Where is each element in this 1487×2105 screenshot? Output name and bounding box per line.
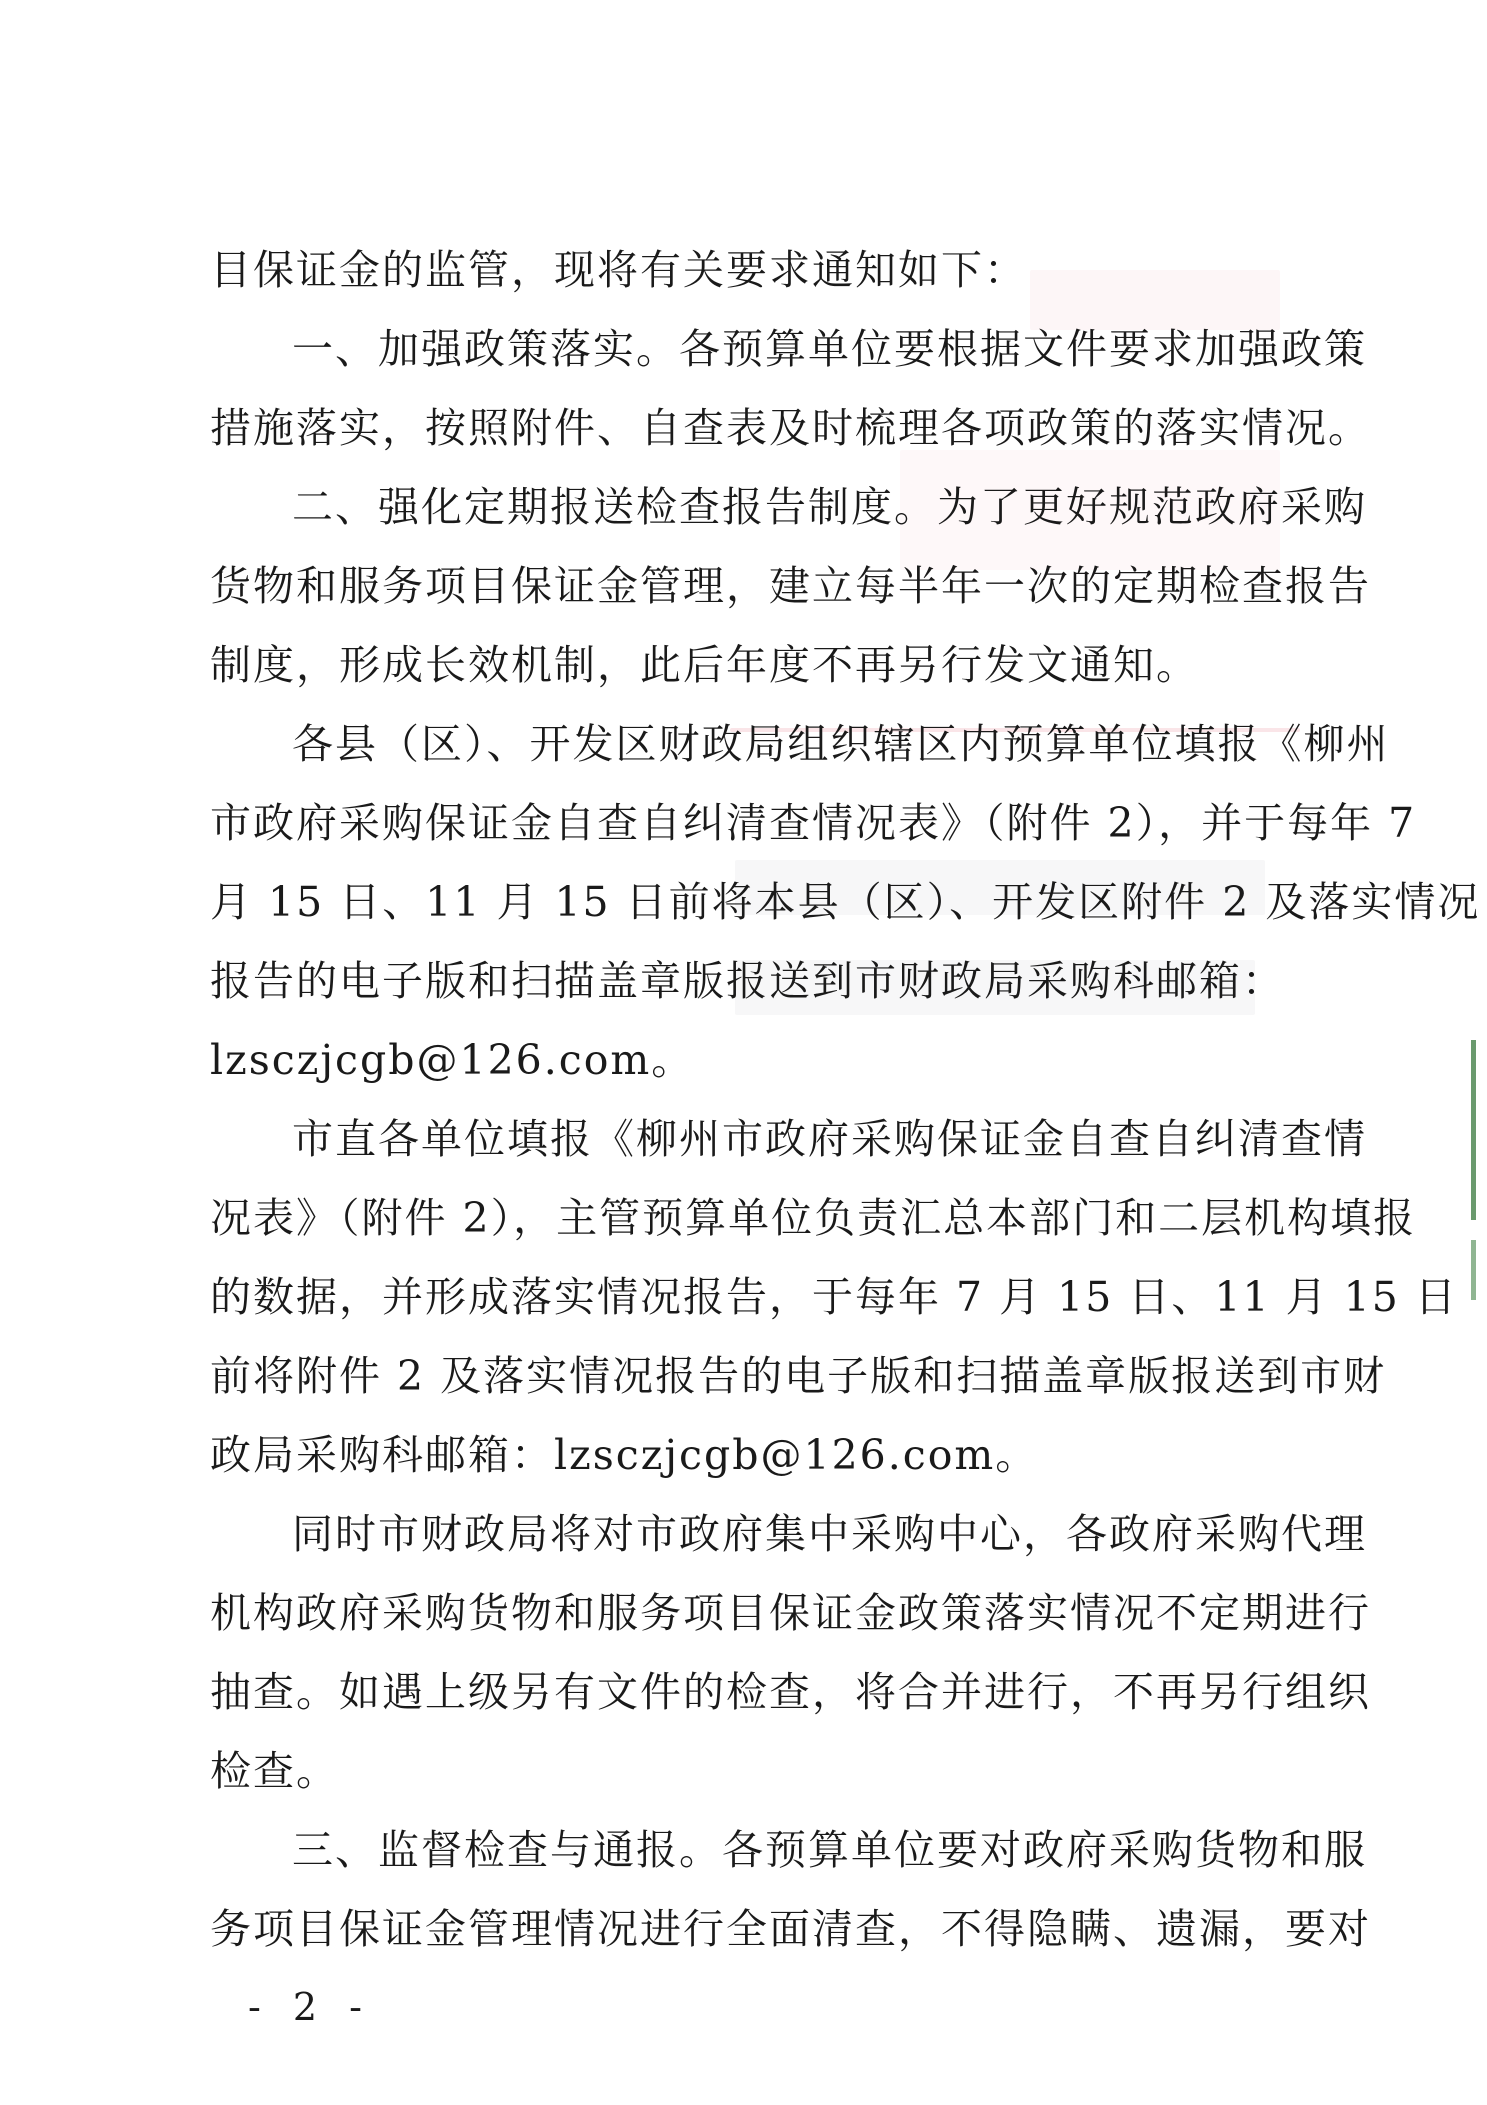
text-line: 一、加强政策落实。各预算单位要根据文件要求加强政策 xyxy=(292,325,1367,373)
page-edge-mark xyxy=(1471,1240,1476,1300)
text-line: 目保证金的监管，现将有关要求通知如下： xyxy=(210,246,1027,294)
text-line: 三、监督检查与通报。各预算单位要对政府采购货物和服 xyxy=(292,1826,1367,1874)
text-line: 市直各单位填报《柳州市政府采购保证金自查自纠清查情 xyxy=(292,1115,1367,1163)
text-line: 市政府采购保证金自查自纠清查情况表》（附件 2），并于每年 7 xyxy=(210,799,1417,847)
text-line: 报告的电子版和扫描盖章版报送到市财政局采购科邮箱： xyxy=(210,957,1285,1005)
text-line: 务项目保证金管理情况进行全面清查，不得隐瞒、遗漏，要对 xyxy=(210,1905,1371,1953)
text-line: 机构政府采购货物和服务项目保证金政策落实情况不定期进行 xyxy=(210,1589,1371,1637)
text-line: 措施落实，按照附件、自查表及时梳理各项政策的落实情况。 xyxy=(210,404,1371,452)
text-line: 的数据，并形成落实情况报告，于每年 7 月 15 日、11 月 15 日 xyxy=(210,1273,1458,1321)
text-line: 月 15 日、11 月 15 日前将本县（区）、开发区附件 2 及落实情况 xyxy=(210,878,1481,926)
text-line: 各县（区）、开发区财政局组织辖区内预算单位填报《柳州 xyxy=(292,720,1390,768)
text-line: 二、强化定期报送检查报告制度。为了更好规范政府采购 xyxy=(292,483,1367,531)
page-number: - 2 - xyxy=(248,1985,373,2029)
text-line: 况表》（附件 2），主管预算单位负责汇总本部门和二层机构填报 xyxy=(210,1194,1417,1242)
text-line: 前将附件 2 及落实情况报告的电子版和扫描盖章版报送到市财 xyxy=(210,1352,1387,1400)
text-line: 政局采购科邮箱：lzsczjcgb@126.com。 xyxy=(210,1431,1039,1479)
text-line: 同时市财政局将对市政府集中采购中心，各政府采购代理 xyxy=(292,1510,1367,1558)
page-edge-mark xyxy=(1471,1040,1476,1220)
text-line: 制度，形成长效机制，此后年度不再另行发文通知。 xyxy=(210,641,1199,689)
text-line: 货物和服务项目保证金管理，建立每半年一次的定期检查报告 xyxy=(210,562,1371,610)
text-line: lzsczjcgb@126.com。 xyxy=(210,1036,695,1084)
text-line: 检查。 xyxy=(210,1747,339,1795)
text-line: 抽查。如遇上级另有文件的检查，将合并进行，不再另行组织 xyxy=(210,1668,1371,1716)
